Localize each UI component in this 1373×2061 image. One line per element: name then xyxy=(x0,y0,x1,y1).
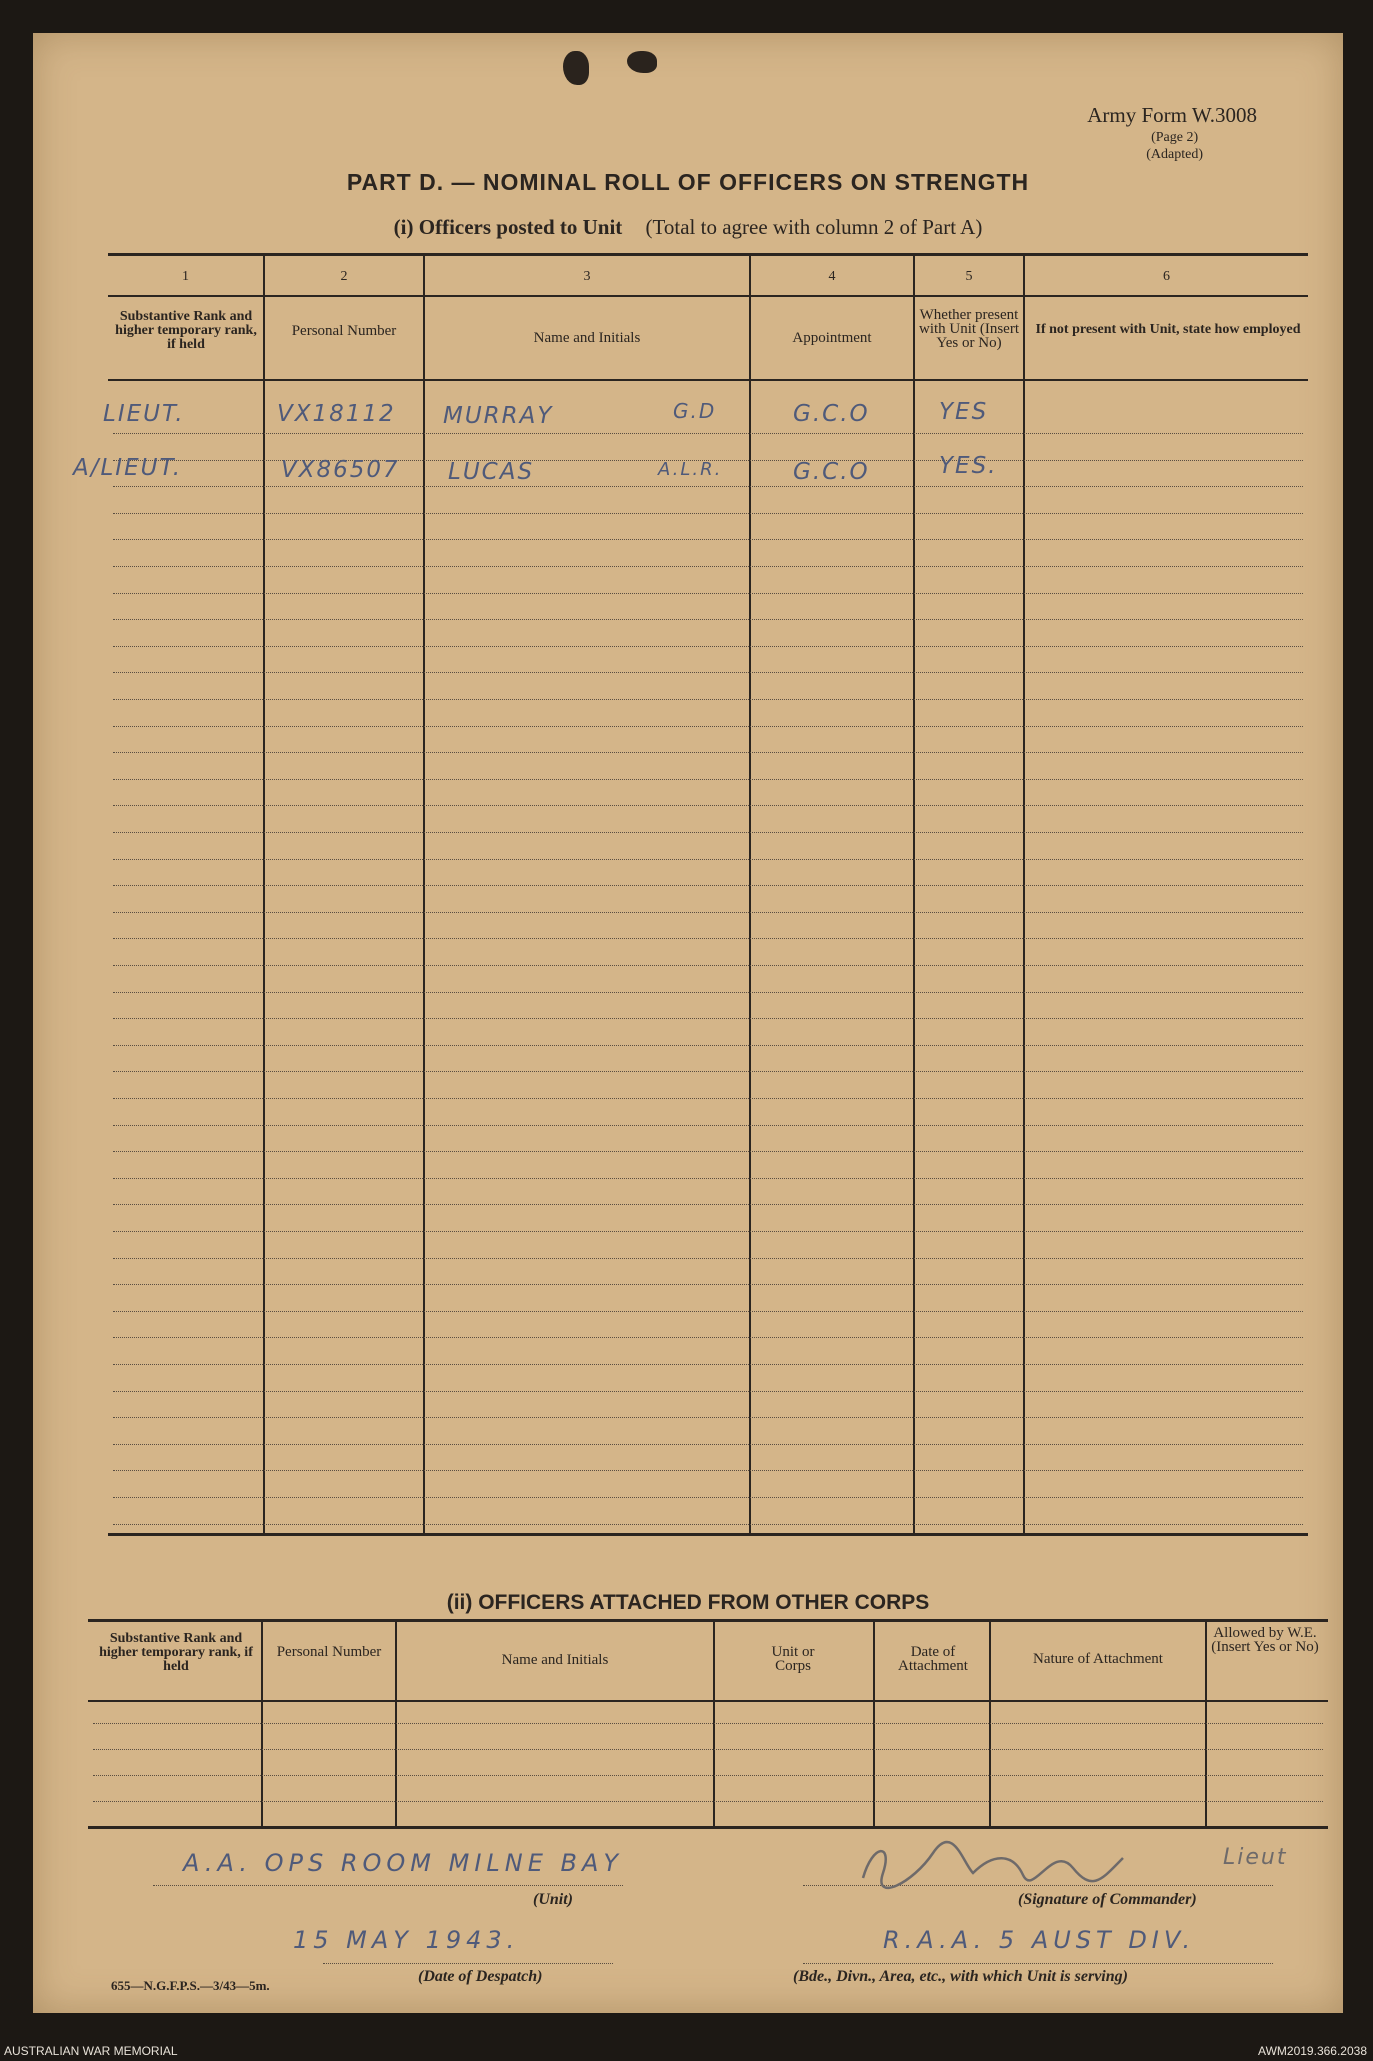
caption-right: AWM2019.366.2038 xyxy=(1258,2044,1367,2058)
date-value: 15 MAY 1943. xyxy=(293,1926,520,1954)
ruled-line xyxy=(113,699,1303,700)
ruled-line xyxy=(113,805,1303,806)
ruled-line xyxy=(93,1723,1323,1724)
page-label: (Page 2) xyxy=(1151,130,1199,145)
ruled-line xyxy=(113,1125,1303,1126)
commander-signature xyxy=(853,1833,1193,1893)
ruled-line xyxy=(113,912,1303,913)
ruled-line xyxy=(113,513,1303,514)
ruled-line xyxy=(93,1749,1323,1750)
t2-header-allowed: Allowed by W.E. (Insert Yes or No) xyxy=(1211,1625,1319,1655)
ruled-line xyxy=(113,1470,1303,1471)
punch-hole xyxy=(627,51,657,73)
ruled-line xyxy=(113,1231,1303,1232)
ruled-line xyxy=(113,646,1303,647)
formation-value: R.A.A. 5 AUST DIV. xyxy=(883,1926,1196,1954)
ruled-line xyxy=(113,486,1303,487)
ruled-line xyxy=(113,593,1303,594)
print-code: 655—N.G.F.P.S.—3/43—5m. xyxy=(111,1978,270,1993)
ruled-line xyxy=(113,1444,1303,1445)
ruled-line xyxy=(113,1337,1303,1338)
table1-col-divider xyxy=(263,255,265,1533)
ruled-line xyxy=(113,1204,1303,1205)
row2-name: LUCAS xyxy=(448,459,535,485)
t2-header-name-initials: Name and Initials xyxy=(501,1652,609,1668)
ruled-line xyxy=(113,992,1303,993)
col-number-6: 6 xyxy=(1163,269,1170,284)
row1-rank: LIEUT. xyxy=(103,401,185,427)
col-number-5: 5 xyxy=(965,269,973,284)
row2-initials: A.L.R. xyxy=(658,459,723,480)
ruled-line xyxy=(113,619,1303,620)
col-number-1: 1 xyxy=(182,269,189,284)
ruled-line xyxy=(113,1497,1303,1498)
section1-title xyxy=(33,215,1343,240)
signature-rank: Lieut xyxy=(1223,1845,1288,1870)
table1-header-rule xyxy=(108,379,1308,381)
ruled-line xyxy=(113,1364,1303,1365)
ruled-line xyxy=(113,1178,1303,1179)
header-personal-number: Personal Number xyxy=(291,323,397,339)
signature-label: (Signature of Commander) xyxy=(1018,1891,1197,1908)
table1-col-divider xyxy=(1023,255,1025,1533)
row2-present: YES. xyxy=(939,453,998,479)
ruled-line xyxy=(113,433,1303,434)
col-number-2: 2 xyxy=(340,269,348,284)
row1-initials: G.D xyxy=(673,399,717,423)
form-page-note xyxy=(1146,129,1203,163)
ruled-line xyxy=(113,965,1303,966)
header-name-initials: Name and Initials xyxy=(533,330,641,346)
header-present: Whether present with Unit (Insert Yes or No) xyxy=(919,307,1019,351)
ruled-line xyxy=(113,1071,1303,1072)
table1-col-divider xyxy=(423,255,425,1533)
form-number: Army Form W.3008 xyxy=(1087,103,1257,127)
row1-present: YES xyxy=(939,399,989,425)
ruled-line xyxy=(113,672,1303,673)
ruled-line xyxy=(113,1417,1303,1418)
table1-number-rule xyxy=(108,295,1308,297)
ruled-line xyxy=(113,1311,1303,1312)
col-number-4: 4 xyxy=(828,269,836,284)
t2-header-date-attachment: Date of Attachment xyxy=(898,1644,968,1674)
ruled-line xyxy=(113,752,1303,753)
ruled-line xyxy=(113,859,1303,860)
form-page xyxy=(33,33,1343,2013)
row2-appointment: G.C.O xyxy=(793,459,870,485)
date-label: (Date of Despatch) xyxy=(418,1968,543,1985)
ruled-line xyxy=(113,832,1303,833)
table1-col-divider xyxy=(913,255,915,1533)
part-title: PART D. — NOMINAL ROLL OF OFFICERS ON STRENGTH xyxy=(346,169,1030,195)
adapted-label: (Adapted) xyxy=(1146,147,1203,162)
unit-line xyxy=(153,1885,623,1886)
section1-note: (Total to agree with column 2 of Part A) xyxy=(645,215,983,239)
table2-top-rule xyxy=(88,1619,1328,1622)
row1-appointment: G.C.O xyxy=(793,401,870,427)
header-appointment: Appointment xyxy=(792,330,872,346)
col-number-3: 3 xyxy=(583,269,591,284)
header-employed: If not present with Unit, state how employed xyxy=(1035,322,1301,337)
ruled-line xyxy=(113,1284,1303,1285)
unit-value: A.A. OPS ROOM MILNE BAY xyxy=(183,1849,624,1877)
table1-bottom-rule xyxy=(108,1533,1308,1536)
date-line xyxy=(323,1963,613,1964)
ruled-line xyxy=(113,1098,1303,1099)
t2-header-unit-corps: Unit or Corps xyxy=(771,1644,815,1674)
formation-label: (Bde., Divn., Area, etc., with which Unit is serving) xyxy=(793,1968,1128,1985)
ruled-line xyxy=(113,726,1303,727)
punch-hole xyxy=(563,51,589,85)
t2-header-rank: Substantive Rank and higher temporary rank, if held xyxy=(99,1631,253,1674)
ruled-line xyxy=(93,1801,1323,1802)
formation-line xyxy=(803,1963,1273,1964)
ruled-line xyxy=(113,539,1303,540)
section1-bold: (i) Officers posted to Unit xyxy=(393,215,623,239)
table2-header-rule xyxy=(88,1700,1328,1702)
table1-col-divider xyxy=(749,255,751,1533)
ruled-line xyxy=(113,1018,1303,1019)
row1-number: VX18112 xyxy=(277,401,396,427)
section2-title: (ii) OFFICERS ATTACHED FROM OTHER CORPS xyxy=(446,1591,930,1614)
table2-bottom-rule xyxy=(88,1826,1328,1829)
t2-header-nature-attachment: Nature of Attachment xyxy=(1033,1651,1163,1667)
ruled-line xyxy=(113,938,1303,939)
row2-rank: A/LIEUT. xyxy=(73,455,183,481)
row1-name: MURRAY xyxy=(443,403,554,429)
caption-left: AUSTRALIAN WAR MEMORIAL xyxy=(4,2044,178,2058)
ruled-line xyxy=(113,566,1303,567)
ruled-line xyxy=(93,1775,1323,1776)
ruled-line xyxy=(113,1151,1303,1152)
ruled-line xyxy=(113,779,1303,780)
t2-header-personal-number: Personal Number xyxy=(276,1644,382,1660)
table1-top-rule xyxy=(108,253,1308,256)
ruled-line xyxy=(113,885,1303,886)
ruled-line xyxy=(113,1045,1303,1046)
ruled-line xyxy=(113,1258,1303,1259)
ruled-line xyxy=(113,1524,1303,1525)
unit-label: (Unit) xyxy=(533,1891,573,1908)
header-rank: Substantive Rank and higher temporary rank, if held xyxy=(115,309,257,352)
row2-number: VX86507 xyxy=(281,457,400,483)
ruled-line xyxy=(113,1391,1303,1392)
